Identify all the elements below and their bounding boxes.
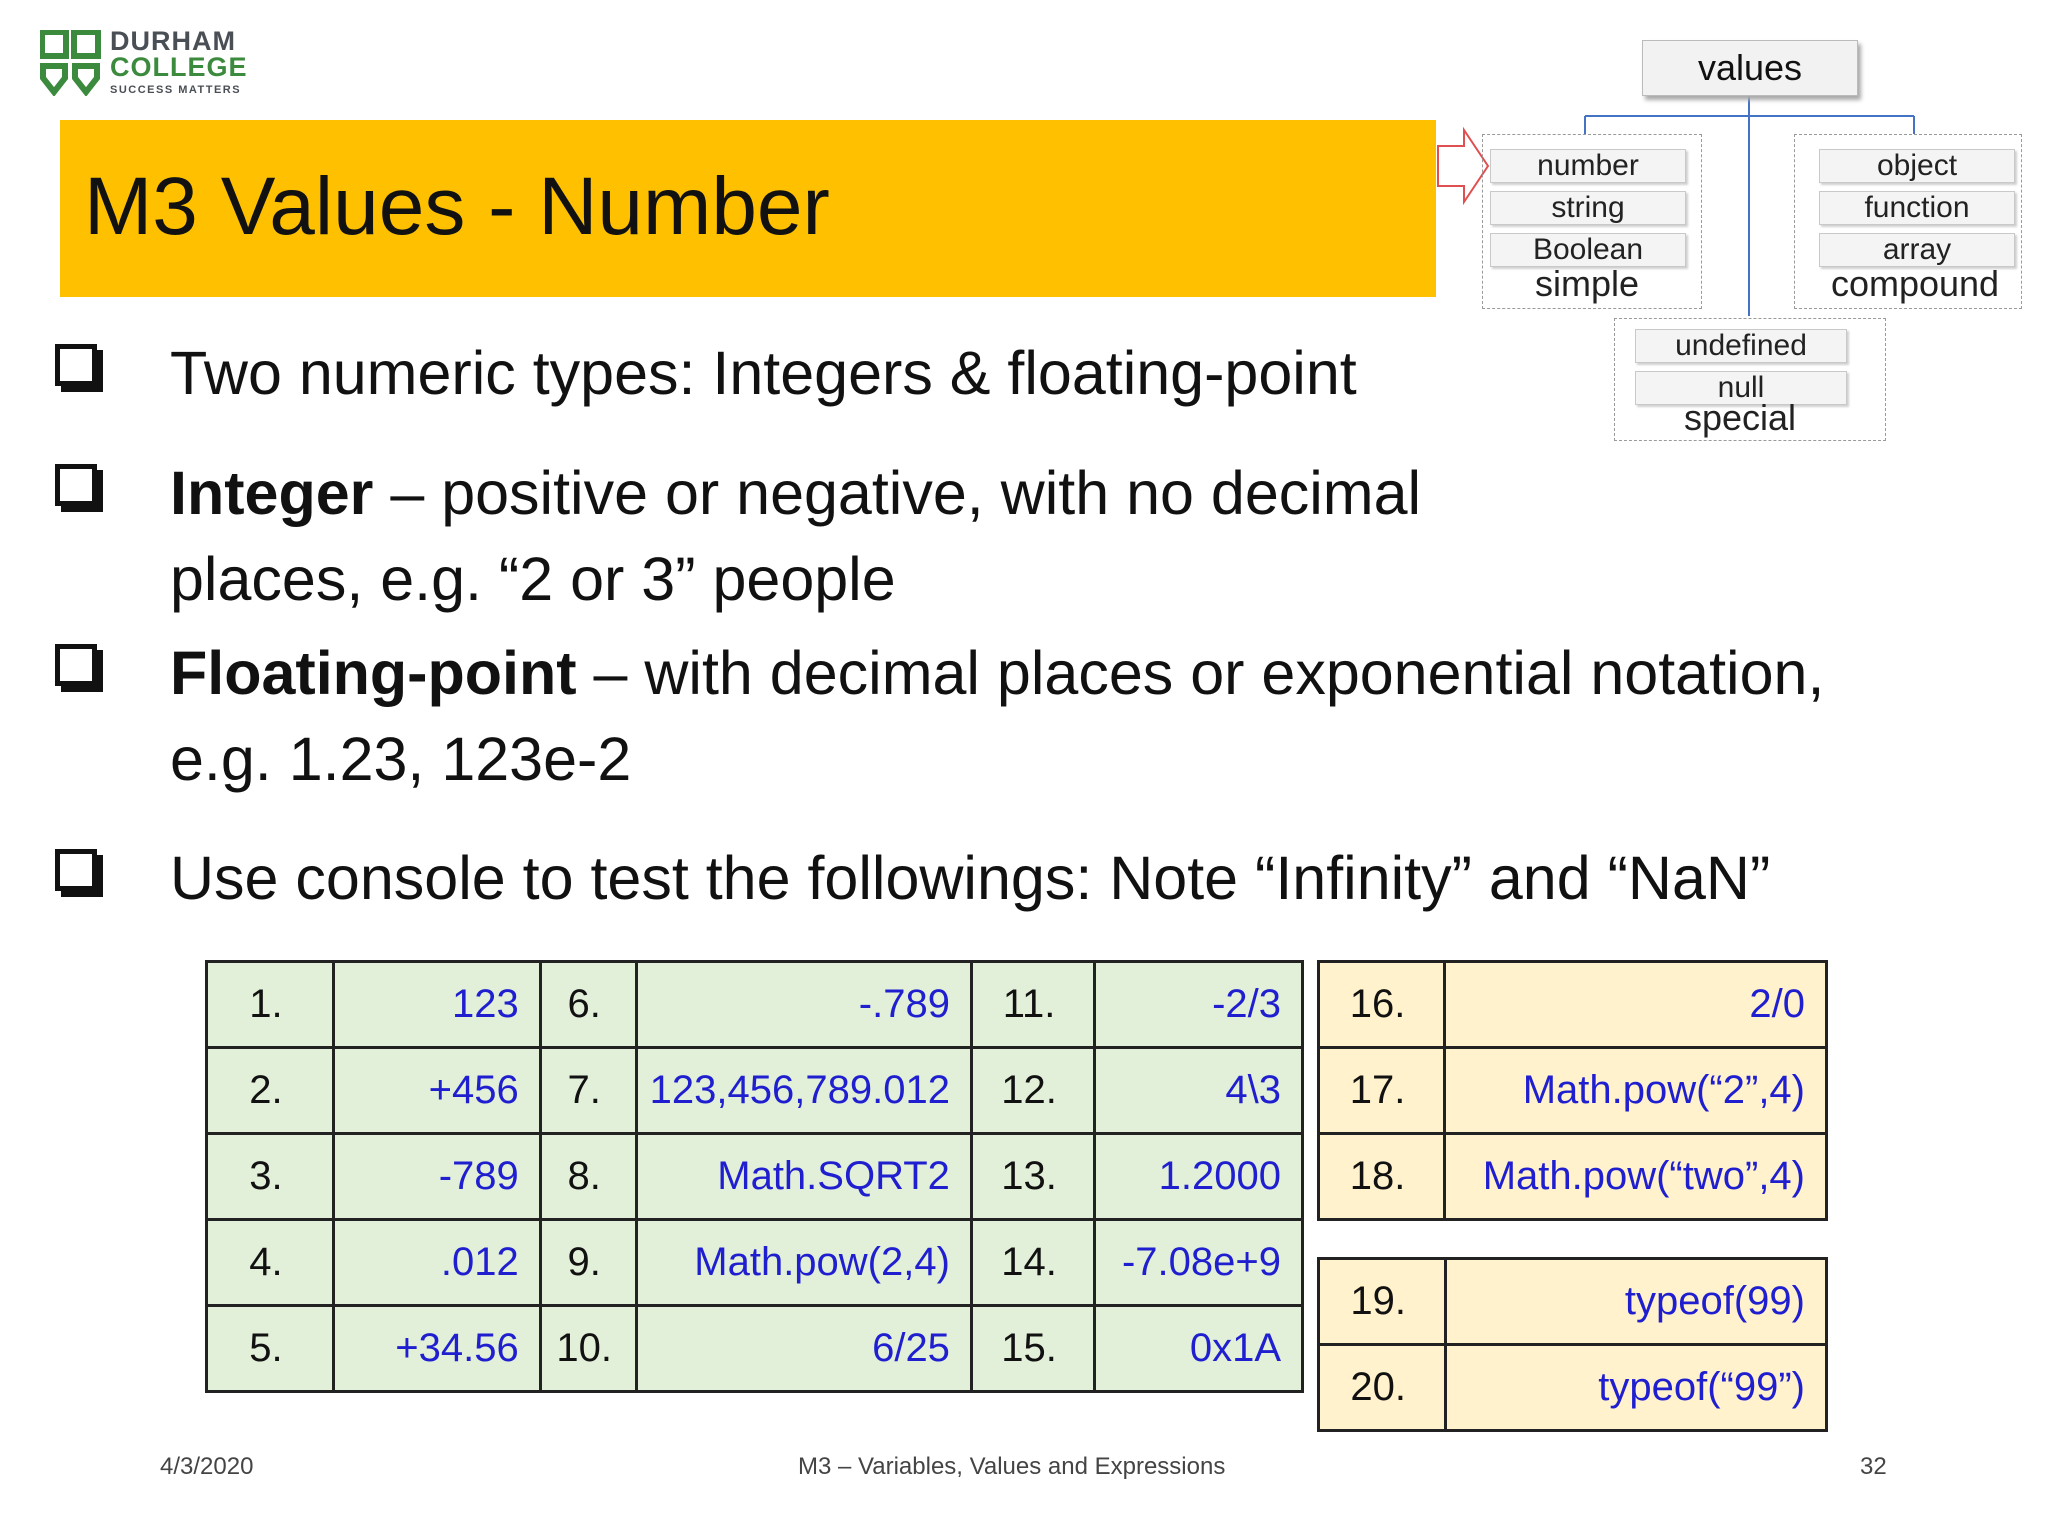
table-value-cell: Math.pow(2,4): [636, 1220, 971, 1306]
bullet-text: [170, 450, 1421, 536]
table-index-cell: 4.: [207, 1220, 334, 1306]
table-value-cell: 6/25: [636, 1306, 971, 1392]
table-value-cell: -.789: [636, 962, 971, 1048]
checkbox-bullet-icon: [55, 344, 97, 386]
table-index-cell: 15.: [971, 1306, 1094, 1392]
diagram-group-special: [1614, 318, 1886, 441]
table-value-cell: 0x1A: [1095, 1306, 1303, 1392]
table-index-cell: 16.: [1319, 962, 1445, 1048]
durham-college-logo: [40, 26, 250, 106]
footer-page-number: 32: [1860, 1453, 1887, 1480]
table-index-cell: 13.: [971, 1134, 1094, 1220]
diagram-item-null: null: [1635, 371, 1847, 405]
table-value-cell: Math.SQRT2: [636, 1134, 971, 1220]
diagram-label-special: special: [1683, 397, 1797, 438]
table-value-cell: typeof(“99”): [1446, 1345, 1827, 1431]
logo-mark-icon: [40, 30, 102, 96]
diagram-item-number: number: [1490, 149, 1686, 183]
table-row: [207, 962, 1303, 1048]
diagram-item-string: string: [1490, 191, 1686, 225]
table-index-cell: 12.: [971, 1048, 1094, 1134]
table-row: [1319, 1048, 1827, 1134]
checkbox-bullet-icon: [55, 849, 97, 891]
footer-date: 4/3/2020: [160, 1453, 254, 1480]
table-index-cell: 11.: [971, 962, 1094, 1048]
table-value-cell: 1.2000: [1095, 1134, 1303, 1220]
table-row: [1319, 1259, 1827, 1345]
diagram-label-compound: compound: [1830, 263, 2000, 304]
table-row: [207, 1048, 1303, 1134]
table-index-cell: 18.: [1319, 1134, 1445, 1220]
table-value-cell: +34.56: [333, 1306, 540, 1392]
table-row: [1319, 962, 1827, 1048]
bullet-text-line2: places, e.g. “2 or 3” people: [170, 545, 896, 613]
table-row: [207, 1220, 1303, 1306]
diagram-label-simple: simple: [1534, 263, 1640, 304]
table-index-cell: 6.: [540, 962, 636, 1048]
table-index-cell: 2.: [207, 1048, 334, 1134]
table-value-cell: 123: [333, 962, 540, 1048]
pointer-arrow-icon: [1438, 130, 1488, 202]
table-index-cell: 20.: [1319, 1345, 1446, 1431]
bullet-description: – with decimal places or exponential notation,: [576, 639, 1825, 707]
diagram-item-boolean: Boolean: [1490, 233, 1686, 267]
diagram-root-values: values: [1642, 40, 1858, 96]
checkbox-bullet-icon: [55, 464, 97, 506]
table-value-cell: -789: [333, 1134, 540, 1220]
table-value-cell: 4\3: [1095, 1048, 1303, 1134]
table-value-cell: Math.pow(“two”,4): [1445, 1134, 1827, 1220]
logo-tagline: SUCCESS MATTERS: [110, 84, 242, 96]
table-index-cell: 17.: [1319, 1048, 1445, 1134]
table-value-cell: .012: [333, 1220, 540, 1306]
table-row: [207, 1134, 1303, 1220]
table-row: [1319, 1134, 1827, 1220]
table-value-cell: typeof(99): [1446, 1259, 1827, 1345]
bullet-bold-term: Floating-point: [170, 639, 577, 707]
footer-title: M3 – Variables, Values and Expressions: [798, 1453, 1226, 1480]
diagram-item-undefined: undefined: [1635, 329, 1847, 363]
table-value-cell: -2/3: [1095, 962, 1303, 1048]
typeof-table: [1317, 1257, 1828, 1432]
table-value-cell: 2/0: [1445, 962, 1827, 1048]
table-index-cell: 7.: [540, 1048, 636, 1134]
diagram-group-simple: [1482, 134, 1702, 309]
logo-text-durham: DURHAM: [110, 26, 236, 56]
table-index-cell: 14.: [971, 1220, 1094, 1306]
table-value-cell: -7.08e+9: [1095, 1220, 1303, 1306]
table-index-cell: 1.: [207, 962, 334, 1048]
table-index-cell: 10.: [540, 1306, 636, 1392]
diagram-group-compound: [1794, 134, 2022, 309]
number-examples-table: [205, 960, 1304, 1393]
bullet-text-line2: e.g. 1.23, 123e-2: [170, 725, 632, 793]
diagram-item-array: array: [1819, 233, 2015, 267]
special-values-table: [1317, 960, 1828, 1221]
table-index-cell: 9.: [540, 1220, 636, 1306]
bullet-text: [170, 630, 1824, 716]
table-value-cell: Math.pow(“2”,4): [1445, 1048, 1827, 1134]
title-banner: [60, 120, 1436, 297]
bullet-text: Use console to test the followings: Note “Infinity” and “NaN”: [170, 844, 1771, 912]
table-value-cell: 123,456,789.012: [636, 1048, 971, 1134]
table-index-cell: 5.: [207, 1306, 334, 1392]
table-row: [1319, 1345, 1827, 1431]
page-title: M3 Values - Number: [84, 161, 830, 252]
diagram-item-object: object: [1819, 149, 2015, 183]
checkbox-bullet-icon: [55, 644, 97, 686]
table-row: [207, 1306, 1303, 1392]
table-value-cell: +456: [333, 1048, 540, 1134]
table-index-cell: 8.: [540, 1134, 636, 1220]
table-index-cell: 19.: [1319, 1259, 1446, 1345]
table-index-cell: 3.: [207, 1134, 334, 1220]
bullet-bold-term: Integer: [170, 459, 374, 527]
diagram-item-function: function: [1819, 191, 2015, 225]
bullet-description: – positive or negative, with no decimal: [373, 459, 1422, 527]
logo-text-college: COLLEGE: [110, 52, 248, 82]
bullet-text: Two numeric types: Integers & floating-point: [170, 339, 1357, 407]
